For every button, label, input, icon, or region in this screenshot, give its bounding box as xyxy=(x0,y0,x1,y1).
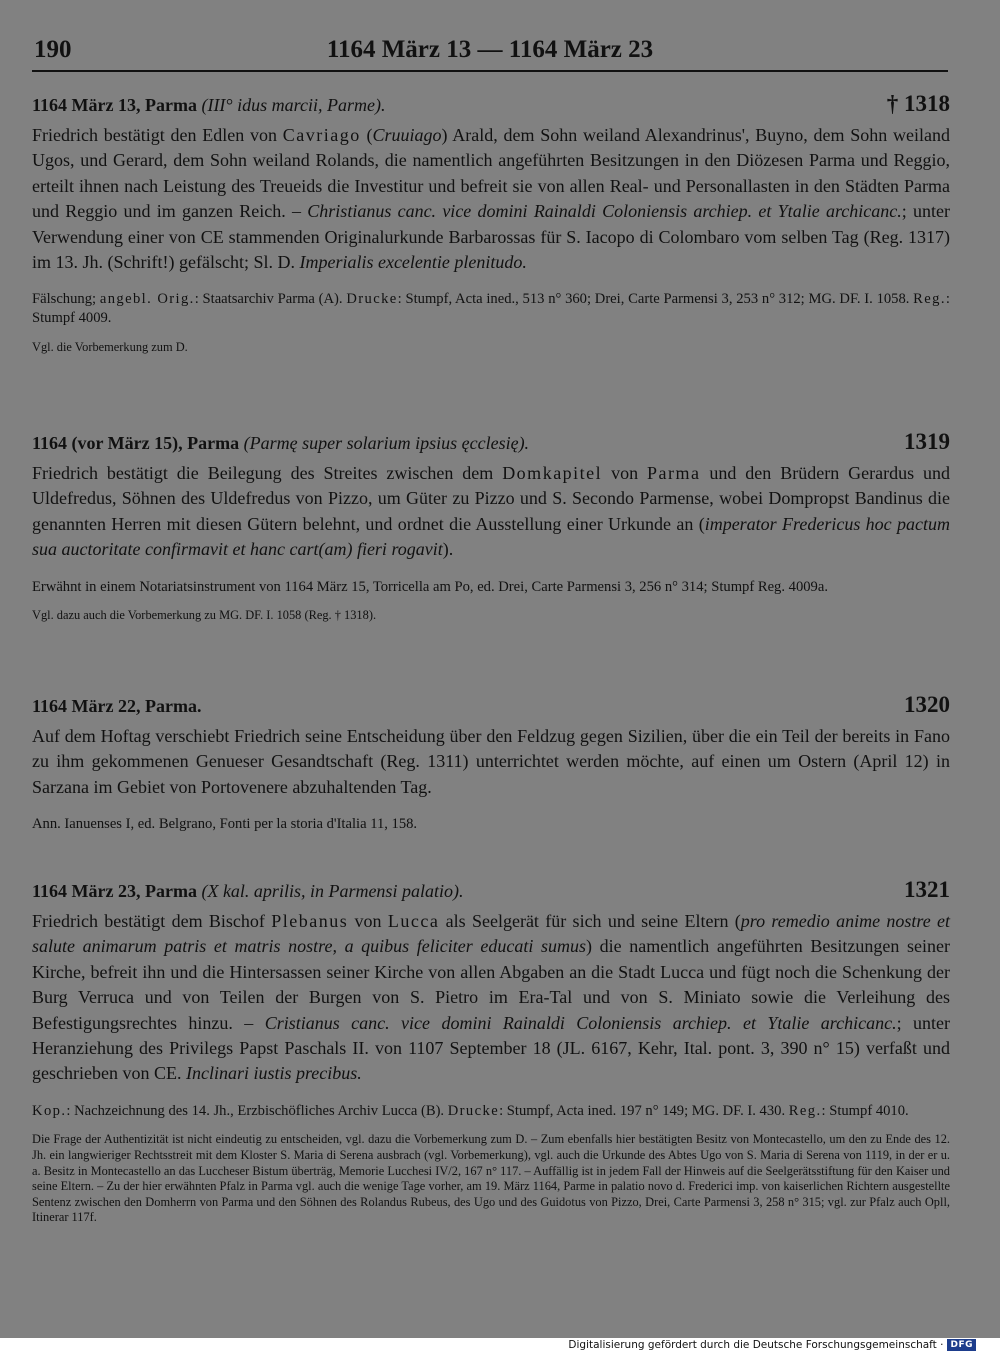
entry-heading xyxy=(32,91,950,123)
text-segment: : Stumpf, Acta ined., 513 n° 360; Drei, Carte Parmensi 3, 253 n° 312; MG. DF. I. 1058. xyxy=(397,291,914,308)
dfg-logo-icon: DFG xyxy=(947,1339,976,1351)
entry-body xyxy=(32,724,950,800)
spaced-segment: Cavriago xyxy=(282,125,361,145)
text-segment: Auf dem Hoftag verschiebt Friedrich seine Entscheidung über den Feldzug gegen Sizilien, über die ein Teil der bereits in Fano zu ihm gekommenen Genueser Gesandtschaft (Reg. 1311) unterrichtet werden möchte, auf einen um Ostern (April 12) in Sarzana im Gebiet von Portovenere abzuhaltenden Tag. xyxy=(32,726,950,797)
text-segment: : Stumpf 4010. xyxy=(821,1102,909,1119)
entry-heading xyxy=(32,692,950,724)
entry-remark: Vgl. dazu auch die Vorbemerkung zu MG. DF. I. 1058 (Reg. † 1318). xyxy=(32,608,377,623)
entry-date: 1164 März 23, Parma xyxy=(32,881,197,901)
entry-heading xyxy=(32,429,950,461)
spaced-segment: Reg. xyxy=(788,1102,822,1119)
spaced-segment: Domkapitel xyxy=(502,463,603,483)
entry-date: 1164 März 22, Parma. xyxy=(32,696,202,716)
entry-date: 1164 (vor März 15), Parma xyxy=(32,433,240,453)
regest-entry-1319 xyxy=(32,429,950,624)
funding-text: Digitalisierung gefördert durch die Deutsche Forschungsgemeinschaft · xyxy=(568,1339,944,1351)
text-segment: ( xyxy=(360,125,373,145)
entry-sources xyxy=(32,290,950,327)
entry-remark: Vgl. die Vorbemerkung zum D. xyxy=(32,339,188,354)
text-segment: Friedrich bestätigt den Edlen von xyxy=(32,125,283,145)
italic-segment: Inclinari iustis precibus. xyxy=(185,1063,362,1084)
text-segment: ) die namentlich angeführten Besitzungen seiner Kirche, befreit ihn und die Hintersassen seiner Kirche von allen Abgaben an die Stadt Lucca und fügt noch die Schenkung der Burg Verruca und von Teilen der Burgen von S. Pietro im Era-Tal und von S. Miniato sowie die Verleihung des Befestigungsrechtes hinzu. – xyxy=(32,936,950,1033)
spaced-segment: Plebanus xyxy=(271,911,349,931)
text-segment: von xyxy=(348,911,388,931)
spaced-segment: Drucke xyxy=(447,1102,500,1119)
entry-date-detail: (X kal. aprilis, in Parmensi palatio). xyxy=(201,881,464,901)
text-segment: ). xyxy=(442,539,454,560)
italic-segment: Cristianus canc. vice domini Rainaldi Coloniensis archiep. et Ytalie archicanc. xyxy=(264,1012,897,1033)
spaced-segment: Reg. xyxy=(913,291,946,308)
page-header xyxy=(32,34,948,72)
italic-segment: imperator Fredericus hoc pactum sua auctoritate confirmavit et hanc cart(am) fieri rogavit xyxy=(32,513,950,560)
entry-remark: Die Frage der Authentizität ist nicht eindeutig zu entscheiden, vgl. dazu die Vorbemerkung zum D. – Zum ebenfalls hier bestätigten Besitz von Montecastello, um den zu Ende des 12. Jh. ein langwieriger Rechtsstreit mit dem Kloster S. Maria di Serena ausbrach (vgl. Vorbemerkung), vgl. auch die Urkunde des Abtes Ugo von S. Maria di Serena von 1119, in der er u. a. Besitz in Montecastello an das Luccheser Bistum überträg, Memorie Lucchesi IV/2, 167 n° 117. – Auffällig ist in jedem Fall der Hinweis auf die Seelgerätsstiftung für den Kaiser und seine Eltern. – Zu der hier erwähnten Pfalz in Parma vgl. auch die wenige Tage vorher, am 19. März 1164, Parme in palatio novo d. Frederici imp. von kaiserlichen Richtern ausgestellte Sentenz zwischen den Domherrn von Parma und den Söhnen des Rolandus Rubeus, des Ugo und des Guidotus von Pizzo, Drei, Carte Parmensi 3, 258 n° 315; vgl. zur Pfalz auch Opll, Itinerar 117f. xyxy=(32,1132,950,1225)
entry-date-detail: (Parmę super solarium ipsius ęcclesię). xyxy=(243,433,530,453)
text-segment: : Stumpf, Acta ined. 197 n° 149; MG. DF. I. 430. xyxy=(499,1102,789,1119)
text-segment: Friedrich bestätigt die Beilegung des Streites zwischen dem xyxy=(32,463,503,483)
running-title: 1164 März 13 — 1164 März 23 xyxy=(326,36,654,63)
text-segment: : Nachzeichnung des 14. Jh., Erzbischöfliches Archiv Lucca (B). xyxy=(66,1102,448,1119)
text-segment: ; unter Heranziehung des Privilegs Papst Paschals II. von 1107 September 18 (JL. 6167, Kehr, Ital. pont. 3, 390 n° 15) verfaßt und geschrieben von CE. xyxy=(32,1012,950,1084)
spaced-segment: Parma xyxy=(647,463,701,483)
text-segment: Ann. Ianuenses I, ed. Belgrano, Fonti per la storia d'Italia 11, 158. xyxy=(32,816,418,833)
regest-entry-1321 xyxy=(32,877,951,1226)
entry-number: 1319 xyxy=(904,429,950,454)
text-segment: als Seelgerät für sich und seine Eltern ( xyxy=(439,911,741,931)
entry-sources xyxy=(32,578,950,597)
spaced-segment: Kop. xyxy=(32,1102,67,1119)
entry-body xyxy=(32,461,950,563)
spaced-segment: Drucke xyxy=(346,291,398,308)
text-segment: Friedrich bestätigt dem Bischof xyxy=(32,911,272,931)
entry-sources xyxy=(32,815,950,834)
entry-sources xyxy=(32,1102,950,1121)
regest-entry-1318 xyxy=(32,91,950,355)
italic-segment: pro remedio anime nostre et salute animarum patris et matris nostre, a quibus feliciter educati sumus xyxy=(32,911,951,957)
funding-footer xyxy=(568,1339,976,1351)
entry-body xyxy=(32,123,950,275)
text-segment: ; unter Verwendung einer von CE stammenden Originalurkunde Barbarossas für S. Iacopo di Colombaro vom selben Tag (Reg. 1317) im 13. Jh. (Schrift!) gefälscht; Sl. D. xyxy=(32,201,950,273)
text-segment: : Staatsarchiv Parma (A). xyxy=(194,291,347,308)
text-segment: ) Arald, dem Sohn weiland Alexandrinus', Buyno, dem Sohn weiland Ugos, und Gerard, dem Sohn weiland Rolands, die namentlich angeführten Besitzungen in den Diözesen Parma und Reggio, erteilt ihnen nach Leistung des Treueids die Investitur und befreit sie von allen Real- und Personallasten in den Städten Parma und Reggio und im ganzen Reich. – xyxy=(32,125,950,222)
text-segment: Fälschung; xyxy=(32,291,100,308)
entry-number: 1320 xyxy=(904,692,950,717)
entry-body xyxy=(32,909,950,1087)
regest-entry-1320 xyxy=(32,692,950,834)
entry-number: † 1318 xyxy=(886,91,950,116)
italic-segment: Christianus canc. vice domini Rainaldi Coloniensis archiep. et Ytalie archicanc. xyxy=(307,201,902,222)
text-segment: : Stumpf 4009. xyxy=(32,291,950,327)
spaced-segment: angebl. Orig. xyxy=(99,291,195,308)
text-segment: Erwähnt in einem Notariatsinstrument von 1164 März 15, Torricella am Po, ed. Drei, Carte Parmensi 3, 256 n° 314; Stumpf Reg. 4009a. xyxy=(32,578,828,595)
text-segment: von xyxy=(602,463,647,483)
italic-segment: Cruuiago xyxy=(372,125,442,145)
page-number: 190 xyxy=(34,36,72,63)
entry-date: 1164 März 13, Parma xyxy=(32,95,197,115)
entry-heading xyxy=(32,877,950,909)
spaced-segment: Lucca xyxy=(387,911,440,931)
text-segment: und den Brüdern Gerardus und Uldefredus, Söhnen des Uldefredus von Pizzo, um Güter zu Pizzo und S. Secondo Parmense, wobei Dompropst Bandinus die genannten Herren mit diesen Gütern belehnt, und ordnet die Ausstellung einer Urkunde an ( xyxy=(32,463,950,534)
italic-segment: Imperialis excelentie plenitudo. xyxy=(299,252,527,273)
entry-number: 1321 xyxy=(904,877,950,902)
entry-date-detail: (III° idus marcii, Parme). xyxy=(201,95,386,115)
